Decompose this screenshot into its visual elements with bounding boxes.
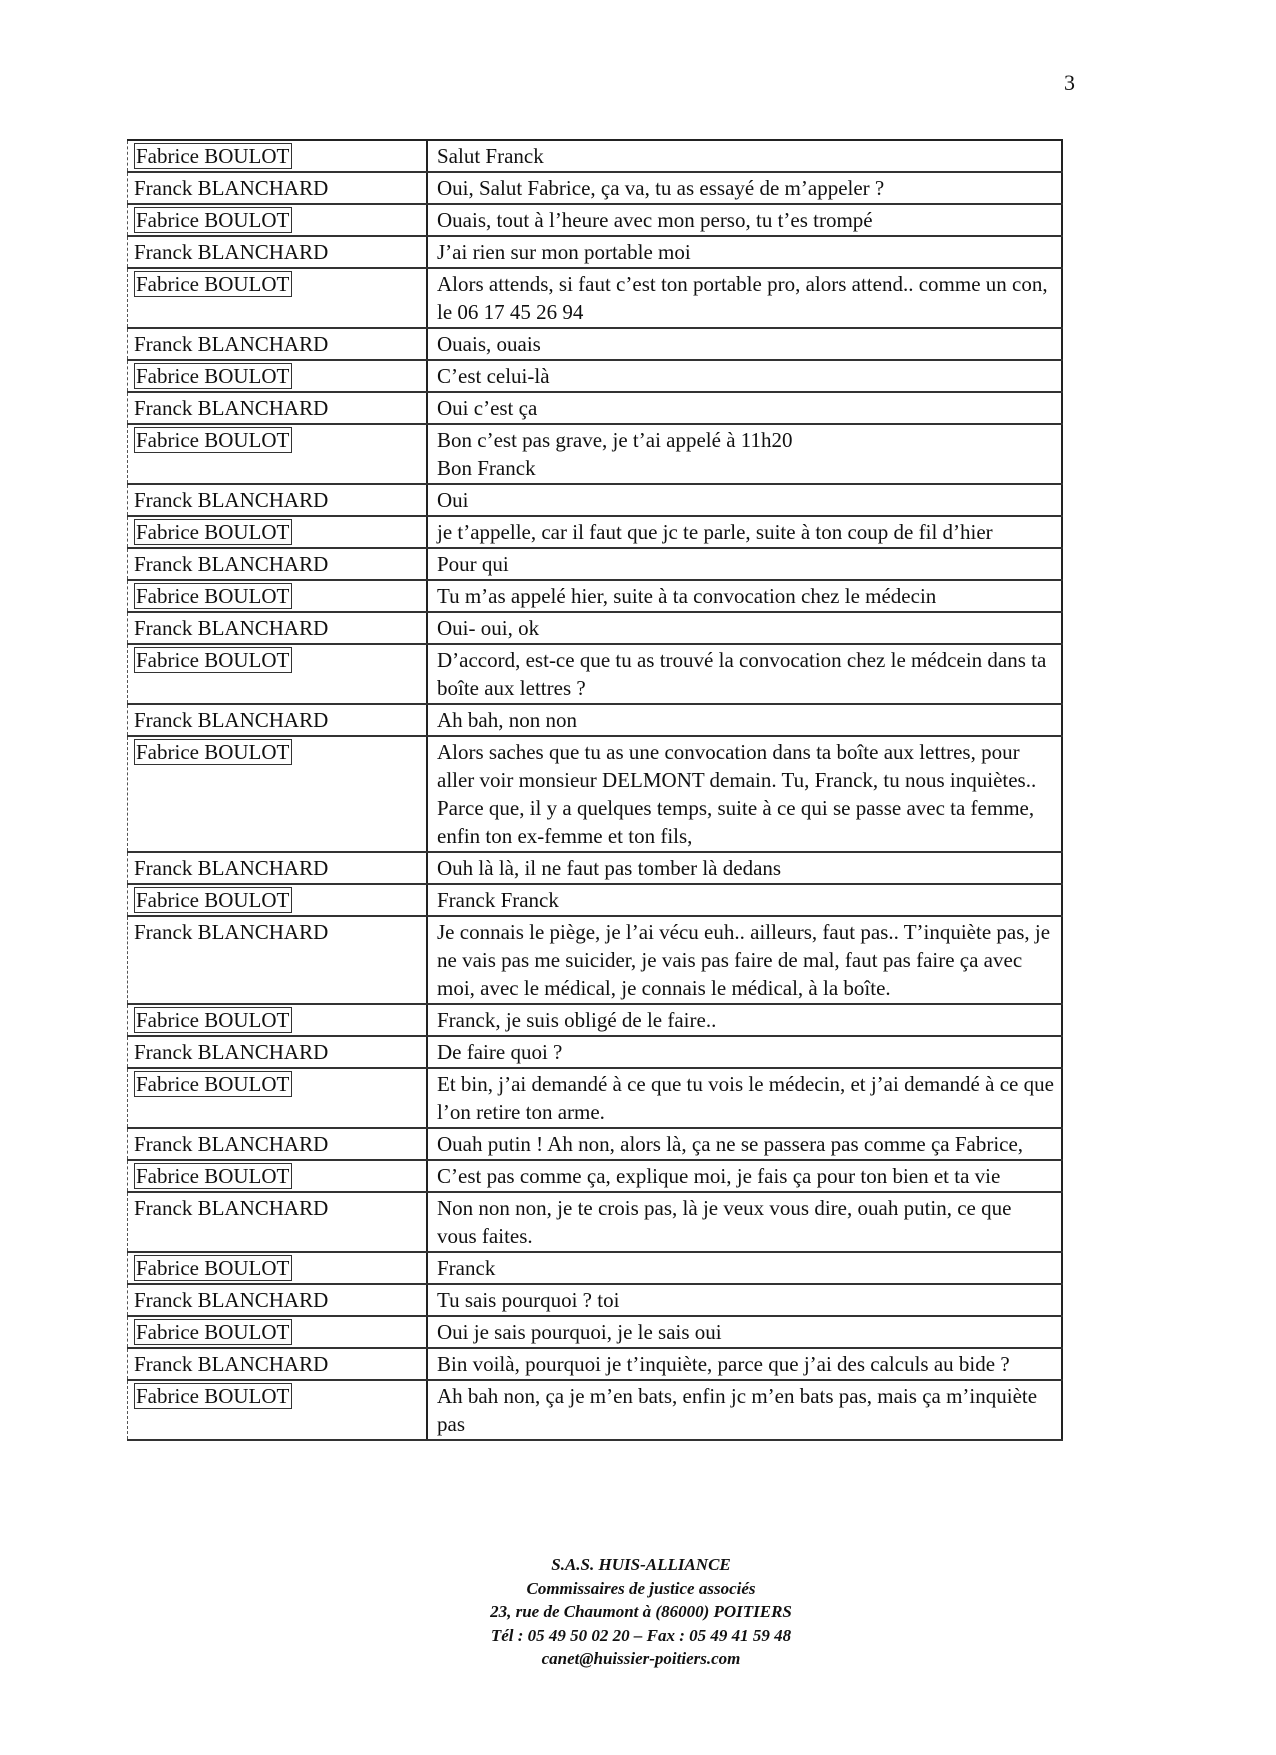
speaker-cell [128,736,428,852]
speaker-cell [128,140,428,172]
speaker-cell [128,1380,428,1440]
transcript-row [128,1128,1063,1160]
speech-text: Franck, je suis obligé de le faire.. [437,1008,717,1032]
speaker-name: Fabrice BOULOT [134,143,292,169]
speaker-cell [128,884,428,916]
speaker-cell [128,1160,428,1192]
speech-cell [427,140,1062,172]
transcript-row [128,884,1063,916]
speech-cell [427,580,1062,612]
transcript-row [128,612,1063,644]
speech-text: Oui, Salut Fabrice, ça va, tu as essayé de m’appeler ? [437,176,885,200]
speech-text: D’accord, est-ce que tu as trouvé la convocation chez le médcein dans ta boîte aux lettres ? [437,648,1047,700]
transcript-row [128,236,1063,268]
speaker-cell [128,484,428,516]
footer-phone-fax: Tél : 05 49 50 02 20 – Fax : 05 49 41 59 48 [490,1625,792,1645]
speech-text: C’est pas comme ça, explique moi, je fais ça pour ton bien et ta vie [437,1164,1001,1188]
speech-cell [427,172,1062,204]
speech-text: Ouais, tout à l’heure avec mon perso, tu t’es trompé [437,208,873,232]
speech-text: Et bin, j’ai demandé à ce que tu vois le médecin, et j’ai demandé à ce que l’on retire ton arme. [437,1072,1054,1124]
transcript-body [128,140,1063,1440]
transcript-row [128,516,1063,548]
speech-text: Tu sais pourquoi ? toi [437,1288,620,1312]
speaker-cell [128,1068,428,1128]
speech-cell [427,1128,1062,1160]
speaker-name: Franck BLANCHARD [134,616,329,640]
speaker-cell [128,1284,428,1316]
transcript-row [128,1252,1063,1284]
speaker-cell [128,516,428,548]
speech-text: Alors saches que tu as une convocation dans ta boîte aux lettres, pour aller voir monsieur DELMONT demain. Tu, Franck, tu nous inquiètes.. Parce que, il y a quelques temps, suite à ce qui se passe avec ta femme, enfin ton ex-femme et ton fils, [437,740,1037,848]
speech-cell [427,1068,1062,1128]
speaker-name: Franck BLANCHARD [134,396,329,420]
speech-text: Franck [437,1256,496,1280]
transcript-row [128,392,1063,424]
speaker-cell [128,1128,428,1160]
speech-text: Oui je sais pourquoi, je le sais oui [437,1320,722,1344]
speaker-cell [128,612,428,644]
speaker-name: Fabrice BOULOT [134,519,292,545]
speech-text: Ouah putin ! Ah non, alors là, ça ne se passera pas comme ça Fabrice, [437,1132,1024,1156]
speaker-name: Franck BLANCHARD [134,552,329,576]
transcript-row [128,644,1063,704]
speaker-name: Fabrice BOULOT [134,1071,292,1097]
speech-text: Tu m’as appelé hier, suite à ta convocation chez le médecin [437,584,937,608]
footer-address: 23, rue de Chaumont à (86000) POITIERS [490,1602,792,1621]
transcript-row [128,1160,1063,1192]
speaker-name: Fabrice BOULOT [134,583,292,609]
transcript-row [128,1004,1063,1036]
speech-text: Je connais le piège, je l’ai vécu euh.. ailleurs, faut pas.. T’inquiète pas, je ne vais pas me suicider, je vais pas faire de mal, faut pas faire ça avec moi, avec le médical, je connais le médical, à la boîte. [437,920,1051,1000]
speech-text: De faire quoi ? [437,1040,563,1064]
speech-cell [427,704,1062,736]
transcript-row [128,328,1063,360]
speech-text: Oui [437,488,469,512]
speech-cell [427,392,1062,424]
speech-text: je t’appelle, car il faut que jc te parle, suite à ton coup de fil d’hier [437,520,993,544]
speech-cell [427,736,1062,852]
speech-text: Oui- oui, ok [437,616,540,640]
speaker-cell [128,360,428,392]
speaker-cell [128,580,428,612]
speech-cell [427,1316,1062,1348]
speaker-name: Fabrice BOULOT [134,207,292,233]
speech-cell [427,548,1062,580]
speech-cell [427,328,1062,360]
speaker-name: Franck BLANCHARD [134,1132,329,1156]
speaker-cell [128,204,428,236]
speaker-name: Fabrice BOULOT [134,1255,292,1281]
transcript-row [128,424,1063,484]
speaker-name: Fabrice BOULOT [134,1007,292,1033]
speaker-cell [128,1316,428,1348]
speaker-name: Fabrice BOULOT [134,271,292,297]
speech-cell [427,612,1062,644]
transcript-row [128,1284,1063,1316]
speaker-cell [128,424,428,484]
speech-text: Franck Franck [437,888,559,912]
speaker-name: Fabrice BOULOT [134,647,292,673]
speaker-cell [128,1348,428,1380]
speech-cell [427,236,1062,268]
speech-text: Bon c’est pas grave, je t’ai appelé à 11h20 [437,428,793,452]
speech-text: Bon Franck [437,456,536,480]
speaker-cell [128,1036,428,1068]
speech-text: Ouh là là, il ne faut pas tomber là dedans [437,856,782,880]
speech-cell [427,204,1062,236]
transcript-row [128,172,1063,204]
speaker-name: Fabrice BOULOT [134,1163,292,1189]
transcript-row [128,852,1063,884]
speech-cell [427,1380,1062,1440]
speech-cell [427,360,1062,392]
speaker-name: Fabrice BOULOT [134,427,292,453]
speaker-name: Franck BLANCHARD [134,240,329,264]
transcript-row [128,704,1063,736]
transcript-row [128,1316,1063,1348]
speaker-cell [128,172,428,204]
speaker-cell [128,916,428,1004]
transcript-table [127,139,1063,1441]
speaker-name: Franck BLANCHARD [134,176,329,200]
transcript-row [128,548,1063,580]
speech-cell [427,1252,1062,1284]
speaker-name: Franck BLANCHARD [134,1352,329,1376]
speech-text: Alors attends, si faut c’est ton portable pro, alors attend.. comme un con, le 06 17 45 26 94 [437,272,1048,324]
transcript-row [128,140,1063,172]
speaker-name: Fabrice BOULOT [134,363,292,389]
footer-email: canet@huissier-poitiers.com [541,1649,741,1668]
speech-cell [427,1348,1062,1380]
speaker-cell [128,328,428,360]
speech-text: Ah bah non, ça je m’en bats, enfin jc m’en bats pas, mais ça m’inquiète pas [437,1384,1038,1436]
speaker-cell [128,236,428,268]
transcript-row [128,1380,1063,1440]
speaker-cell [128,548,428,580]
speaker-cell [128,704,428,736]
speaker-name: Franck BLANCHARD [134,920,329,944]
speech-cell [427,884,1062,916]
speech-cell [427,644,1062,704]
transcript-row [128,484,1063,516]
speech-cell [427,1036,1062,1068]
footer-subtitle: Commissaires de justice associés [526,1578,756,1598]
speaker-name: Franck BLANCHARD [134,488,329,512]
speech-cell [427,424,1062,484]
speaker-cell [128,392,428,424]
transcript-row [128,1036,1063,1068]
transcript-row [128,204,1063,236]
speaker-cell [128,1004,428,1036]
speaker-cell [128,1252,428,1284]
footer-company: S.A.S. HUIS-ALLIANCE [551,1555,731,1574]
speaker-name: Franck BLANCHARD [134,856,329,880]
speech-cell [427,484,1062,516]
speech-cell [427,1004,1062,1036]
speech-cell [427,268,1062,328]
speaker-name: Franck BLANCHARD [134,1196,329,1220]
speaker-name: Fabrice BOULOT [134,887,292,913]
speech-cell [427,916,1062,1004]
speaker-cell [128,852,428,884]
speaker-name: Franck BLANCHARD [134,332,329,356]
page-number: 3 [1064,70,1075,95]
speaker-name: Franck BLANCHARD [134,1040,329,1064]
speech-text: J’ai rien sur mon portable moi [437,240,691,264]
transcript-row [128,1192,1063,1252]
transcript-row [128,268,1063,328]
speech-text: Oui c’est ça [437,396,538,420]
speaker-cell [128,644,428,704]
transcript-row [128,736,1063,852]
speech-cell [427,852,1062,884]
speech-cell [427,1160,1062,1192]
transcript-row [128,916,1063,1004]
speech-text: Bin voilà, pourquoi je t’inquiète, parce que j’ai des calculs au bide ? [437,1352,1010,1376]
speaker-name: Franck BLANCHARD [134,708,329,732]
speech-text: Pour qui [437,552,509,576]
speaker-name: Fabrice BOULOT [134,1383,292,1409]
speech-cell [427,1284,1062,1316]
transcript-row [128,1348,1063,1380]
transcript-row [128,360,1063,392]
speech-text: Ah bah, non non [437,708,577,732]
speech-text: Salut Franck [437,144,544,168]
speaker-cell [128,268,428,328]
speaker-name: Franck BLANCHARD [134,1288,329,1312]
transcript-row [128,580,1063,612]
transcript-row [128,1068,1063,1128]
speaker-name: Fabrice BOULOT [134,739,292,765]
speech-text: Ouais, ouais [437,332,541,356]
speaker-cell [128,1192,428,1252]
speech-text: C’est celui-là [437,364,550,388]
speech-cell [427,516,1062,548]
speaker-name: Fabrice BOULOT [134,1319,292,1345]
speech-text: Non non non, je te crois pas, là je veux vous dire, ouah putin, ce que vous faites. [437,1196,1012,1248]
footer [0,1553,1276,1671]
speech-cell [427,1192,1062,1252]
